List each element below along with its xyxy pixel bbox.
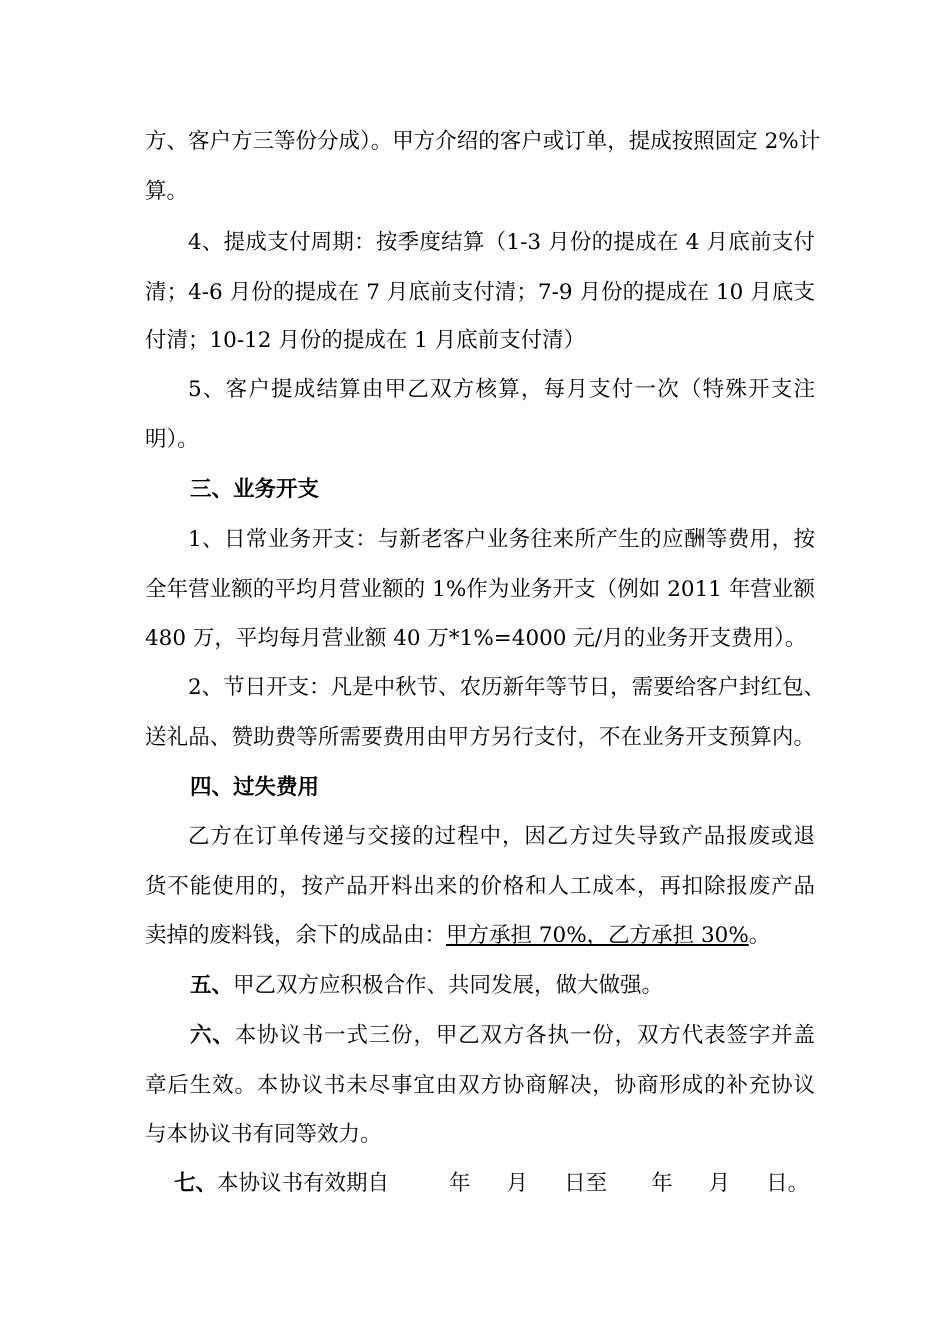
text-segment: 。 xyxy=(748,923,771,948)
text-line: 480 万，平均每月营业额 40 万*1%=4000 元/月的业务开支费用）。 xyxy=(145,626,807,651)
text-line: 章后生效。本协议书未尽事宜由双方协商解决，协商形成的补充协议 xyxy=(145,1073,815,1098)
clause-seven xyxy=(174,1168,834,1200)
text-line: 算。 xyxy=(145,179,189,204)
text-line: 明）。 xyxy=(145,427,199,452)
text-line: 4、提成支付周期：按季度结算（1-3 月份的提成在 4 月底前支付 xyxy=(188,230,815,255)
text-line: 送礼品、赞助费等所需要费用由甲方另行支付，不在业务开支预算内。 xyxy=(145,725,815,750)
text-line: 1、日常业务开支：与新老客户业务往来所产生的应酬等费用，按 xyxy=(188,527,815,552)
clause-number: 五、 xyxy=(190,973,234,998)
clause-text: 本协议书一式三份，甲乙双方各执一份，双方代表签字并盖 xyxy=(234,1023,815,1048)
clause-six xyxy=(190,1020,815,1052)
section-heading: 三、业务开支 xyxy=(190,477,320,502)
clause-five xyxy=(190,970,815,1002)
date-year-label: 年 xyxy=(449,1171,471,1196)
text-segment: 卖掉的废料钱，余下的成品由： xyxy=(145,923,447,948)
text-line: 全年营业额的平均月营业额的 1%作为业务开支（例如 2011 年营业额 xyxy=(145,577,815,602)
date-month-label: 月 xyxy=(506,1171,529,1196)
clause-number: 七、 xyxy=(174,1171,218,1196)
date-month-label: 月 xyxy=(708,1171,731,1196)
date-year-label: 年 xyxy=(651,1171,673,1196)
text-line: 方、客户方三等份分成）。甲方介绍的客户或订单，提成按照固定 2%计 xyxy=(145,129,821,154)
text-line: 清；4-6 月份的提成在 7 月底前支付清；7-9 月份的提成在 10 月底支 xyxy=(145,280,815,305)
text-line: 与本协议书有同等效力。 xyxy=(145,1122,382,1147)
text-line: 货不能使用的，按产品开料出来的价格和人工成本，再扣除报废产品 xyxy=(145,874,815,899)
text-line: 5、客户提成结算由甲乙双方核算，每月支付一次（特殊开支注 xyxy=(188,377,815,402)
text-line: 乙方在订单传递与交接的过程中，因乙方过失导致产品报废或退 xyxy=(188,824,815,849)
date-day-label: 日。 xyxy=(766,1171,810,1196)
text-line: 2、节日开支：凡是中秋节、农历新年等节日，需要给客户封红包、 xyxy=(188,675,826,700)
clause-text: 甲乙双方应积极合作、共同发展，做大做强。 xyxy=(233,973,664,998)
clause-text: 本协议书有效期自 xyxy=(217,1171,390,1196)
section-heading: 四、过失费用 xyxy=(190,775,320,800)
text-line: 付清；10-12 月份的提成在 1 月底前支付清） xyxy=(145,328,586,353)
text-line xyxy=(145,920,815,952)
cost-split-underlined: 甲方承担 70%，乙方承担 30% xyxy=(446,923,749,948)
clause-number: 六、 xyxy=(190,1023,235,1048)
date-day-to-label: 日至 xyxy=(564,1171,608,1196)
